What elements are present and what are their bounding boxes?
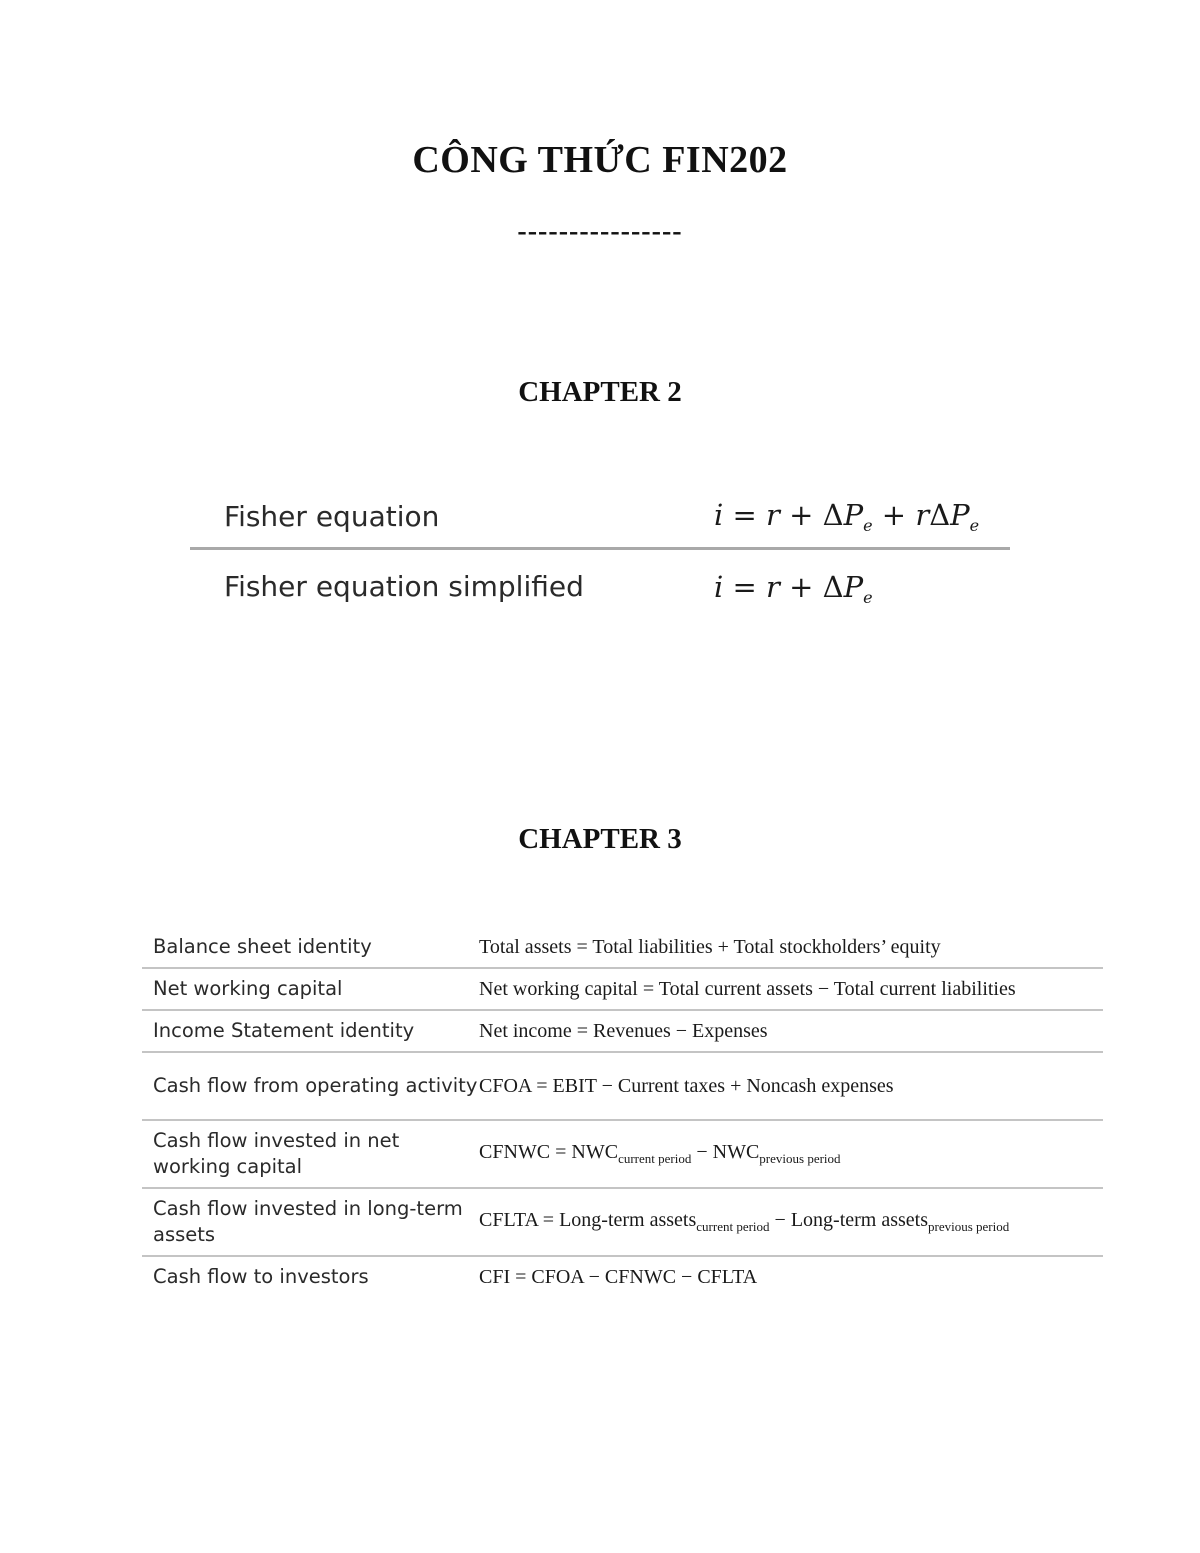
formula-subscript: e [863,588,873,607]
formula-text: CFOA = EBIT − Current taxes + Noncash expenses [479,1074,894,1097]
formula-part: = [723,570,767,604]
chapter-3-heading: CHAPTER 3 [518,823,682,855]
formula-name: Cash flow from operating activity [153,1074,478,1097]
chapter-2-heading: CHAPTER 2 [518,376,682,408]
formula-part: CFLTA = Long-term assets [479,1209,697,1231]
formula-part: + [872,498,916,532]
formula-row [190,550,1010,610]
formula-part: − NWC [691,1141,760,1163]
formula-part: i [714,498,724,532]
formula-name: Cash flow to investors [153,1265,369,1288]
table-row [142,969,1103,1011]
formula-part: i [714,570,724,604]
formula-part: P [843,498,864,532]
chapter-3-formula-table [142,927,1103,1297]
formula-text: Net working capital = Total current assets − Total current liabilities [479,977,1016,1000]
table-row [142,1257,1103,1297]
fisher-equation-formula [714,498,979,535]
table-row [142,1053,1103,1121]
formula-name: Balance sheet identity [153,935,372,958]
formula-subscript: current period [618,1151,692,1166]
formula-text [479,1209,1103,1235]
formula-subscript: e [969,516,980,535]
document-title: CÔNG THỨC FIN202 [412,139,788,181]
table-row [142,927,1103,969]
formula-name: Cash flow invested in long-term assets [153,1197,463,1246]
formula-name: Cash flow invested in net working capital [153,1129,400,1178]
formula-part: r [766,570,780,604]
formula-part: P [843,570,864,604]
formula-part: + Δ [779,498,844,532]
formula-row [190,492,1010,550]
formula-part: CFNWC = NWC [479,1141,619,1163]
formula-subscript: previous period [928,1219,1010,1234]
formula-part: + Δ [779,570,844,604]
table-row [142,1189,1103,1257]
formula-part: r [915,498,930,532]
chapter-2-formula-table [190,492,1010,610]
formula-part: Δ [929,498,951,532]
title-divider: ---------------- [517,216,683,247]
formula-text: CFI = CFOA − CFNWC − CFLTA [479,1265,758,1288]
formula-text [479,1141,1103,1167]
fisher-simplified-formula [714,570,873,607]
formula-part: P [950,498,970,532]
formula-part: = [723,498,767,532]
formula-subscript: previous period [759,1151,841,1166]
formula-part: r [766,498,780,532]
formula-name: Fisher equation simplified [224,570,584,603]
formula-subscript: current period [696,1219,770,1234]
table-row [142,1011,1103,1053]
formula-name: Net working capital [153,977,343,1000]
formula-text: Net income = Revenues − Expenses [479,1019,768,1042]
formula-text: Total assets = Total liabilities + Total stockholders’ equity [479,935,941,958]
table-row [142,1121,1103,1189]
formula-subscript: e [863,516,873,535]
formula-name: Fisher equation [224,500,440,533]
formula-name: Income Statement identity [153,1019,415,1042]
formula-part: − Long-term assets [769,1209,929,1231]
